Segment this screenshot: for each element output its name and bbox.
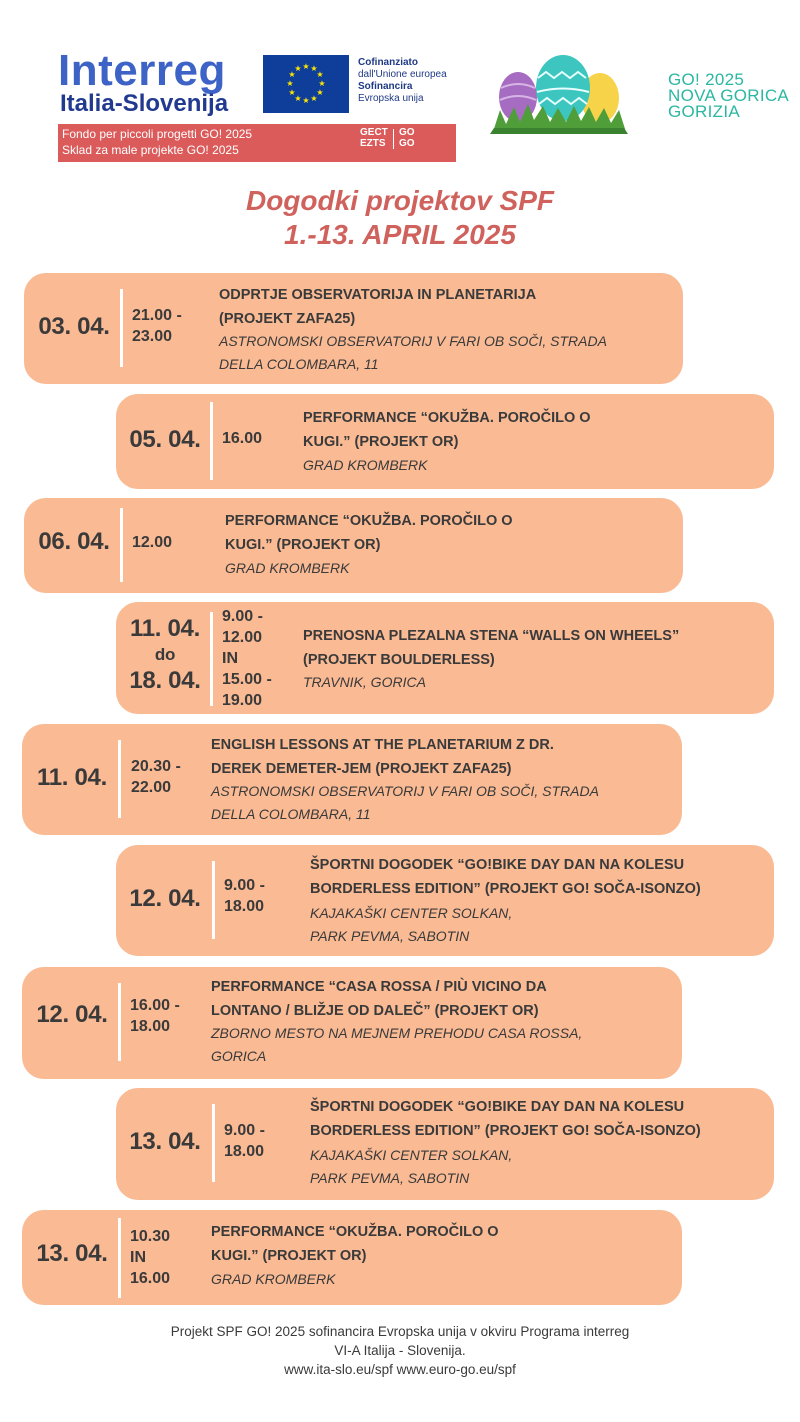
time-line: 18.00 (224, 1143, 265, 1160)
title-line: LONTANO / BLIŽJE OD DALEČ” (PROJEKT OR) (211, 1003, 539, 1019)
event-title (211, 733, 554, 781)
location-line: DELLA COLOMBARA, 11 (211, 806, 371, 822)
location-line: PARK PEVMA, SABOTIN (310, 1170, 470, 1186)
event-time (224, 875, 265, 917)
title-line: KUGI.” (PROJEKT OR) (303, 434, 459, 450)
time-line: 16.00 (130, 1270, 171, 1287)
event-date: 06. 04. (38, 528, 110, 555)
fund-text-sl: Sklad za male projekte GO! 2025 (62, 143, 239, 157)
event-date: 11. 04. (37, 764, 107, 791)
go-logo-line: GORIZIA (668, 102, 740, 121)
go-logo-line: NOVA GORICA (668, 86, 790, 105)
event-time (131, 756, 181, 798)
svg-text:★: ★ (318, 79, 326, 88)
event-location (303, 671, 426, 694)
event-card (116, 1088, 774, 1200)
time-line: 22.00 (131, 779, 172, 796)
eu-line: Evropska unija (358, 93, 424, 104)
eu-flag-icon (263, 55, 349, 113)
time-line: 9.00 - (222, 608, 263, 625)
time-line: 18.00 (130, 1018, 171, 1035)
gect-line: GECT (360, 127, 388, 138)
event-card (24, 498, 683, 593)
fund-text-it: Fondo per piccoli progetti GO! 2025 (62, 127, 253, 141)
event-location (211, 1268, 335, 1291)
time-line: 10.30 (130, 1228, 171, 1245)
event-location (219, 330, 607, 376)
svg-text:★: ★ (286, 79, 294, 88)
event-title (211, 1220, 499, 1268)
eu-line: Sofinancira (358, 81, 413, 92)
time-line: 9.00 - (224, 1122, 265, 1139)
event-divider (212, 861, 215, 939)
go-line: GO (399, 138, 415, 149)
eu-line: Cofinanziato (358, 57, 418, 68)
event-card (22, 1210, 682, 1305)
event-title (303, 624, 679, 672)
title-line: BORDERLESS EDITION” (PROJEKT GO! SOČA-ISONZO) (310, 1123, 701, 1139)
time-line: 23.00 (132, 328, 173, 345)
event-card (116, 394, 774, 489)
svg-text:★: ★ (310, 64, 318, 73)
event-title (211, 975, 547, 1023)
location-line: PARK PEVMA, SABOTIN (310, 928, 470, 944)
title-line: ODPRTJE OBSERVATORIJA IN PLANETARIJA (219, 287, 537, 303)
title-line: KUGI.” (PROJEKT OR) (211, 1248, 367, 1264)
location-line: KAJAKAŠKI CENTER SOLKAN, (310, 905, 513, 921)
time-line: 15.00 - (222, 671, 272, 688)
svg-text:★: ★ (294, 94, 302, 103)
event-date-range (120, 614, 210, 696)
event-card (24, 273, 683, 384)
title-line: ŠPORTNI DOGODEK “GO!BIKE DAY DAN NA KOLESU (310, 1099, 685, 1115)
go-line: GO (399, 127, 415, 138)
event-time (224, 1120, 265, 1162)
svg-text:★: ★ (294, 64, 302, 73)
event-title (303, 406, 591, 454)
easter-eggs-icon (488, 52, 633, 137)
event-location (310, 1144, 512, 1190)
event-date: 12. 04. (129, 885, 201, 912)
time-line: 18.00 (224, 898, 265, 915)
time-line: 16.00 - (130, 997, 180, 1014)
event-location (225, 557, 349, 580)
event-time (132, 532, 172, 553)
time-line: IN (130, 1249, 146, 1266)
go2025-logo (668, 72, 789, 120)
date-end: 18. 04. (129, 667, 201, 694)
event-date: 12. 04. (36, 1001, 108, 1028)
location-line: GRAD KROMBERK (303, 457, 428, 473)
svg-text:★: ★ (302, 96, 310, 105)
event-location (303, 454, 427, 477)
title-line: BORDERLESS EDITION” (PROJEKT GO! SOČA-ISONZO) (310, 881, 701, 897)
event-divider (210, 612, 213, 706)
title-line: DEREK DEMETER-JEM (PROJEKT ZAFA25) (211, 761, 512, 777)
event-date: 05. 04. (129, 426, 201, 453)
title-line: (PROJEKT BOULDERLESS) (303, 652, 495, 668)
date-start: 11. 04. (130, 615, 200, 642)
go-go-logo (399, 127, 415, 149)
fund-band (58, 124, 456, 162)
event-time (130, 995, 180, 1037)
page-subtitle-dates: 1.-13. APRIL 2025 (284, 219, 516, 250)
event-divider (120, 508, 123, 582)
location-line: GRAD KROMBERK (225, 560, 350, 576)
title-line: (PROJEKT ZAFA25) (219, 311, 356, 327)
event-time (130, 1226, 170, 1289)
event-card (22, 967, 682, 1079)
event-divider (210, 402, 213, 480)
svg-text:★: ★ (288, 70, 296, 79)
time-line: 9.00 - (224, 877, 265, 894)
event-location (211, 1022, 582, 1068)
gect-divider (393, 129, 394, 149)
interreg-logo-block (58, 46, 456, 162)
location-line: ASTRONOMSKI OBSERVATORIJ V FARI OB SOČI, STRADA (219, 333, 607, 349)
time-line: 21.00 - (132, 307, 182, 324)
location-line: ZBORNO MESTO NA MEJNEM PREHODU CASA ROSSA, (211, 1025, 583, 1041)
time-line: 20.30 - (131, 758, 181, 775)
event-time (132, 305, 182, 347)
title-line: PERFORMANCE “OKUŽBA. POROČILO O (211, 1224, 499, 1240)
event-divider (120, 289, 123, 367)
title-line: PERFORMANCE “OKUŽBA. POROČILO O (225, 513, 513, 529)
event-divider (118, 740, 121, 818)
event-card (22, 724, 682, 835)
event-card (116, 602, 774, 714)
gect-logo (360, 127, 388, 149)
title-line: PRENOSNA PLEZALNA STENA “WALLS ON WHEELS” (303, 628, 680, 644)
svg-text:★: ★ (316, 70, 324, 79)
title-line: PERFORMANCE “CASA ROSSA / PIÙ VICINO DA (211, 979, 547, 995)
svg-text:★: ★ (316, 88, 324, 97)
event-card (116, 845, 774, 956)
title-line: ŠPORTNI DOGODEK “GO!BIKE DAY DAN NA KOLESU (310, 857, 685, 873)
gect-line: EZTS (360, 138, 386, 149)
title-line: KUGI.” (PROJEKT OR) (225, 537, 381, 553)
region-name: Italia-Slovenija (60, 90, 229, 117)
event-location (211, 780, 599, 826)
event-location (310, 902, 512, 948)
time-line: 12.00 (222, 629, 263, 646)
footer-line: Projekt SPF GO! 2025 sofinancira Evropska unija v okviru Programa interreg (170, 1324, 630, 1339)
time-line: 16.00 (222, 430, 263, 447)
event-date: 03. 04. (38, 313, 110, 340)
time-line: 19.00 (222, 692, 263, 709)
event-title (310, 853, 701, 901)
location-line: ASTRONOMSKI OBSERVATORIJ V FARI OB SOČI, STRADA (211, 783, 599, 799)
page-title: Dogodki projektov SPF (245, 185, 555, 216)
event-time (222, 606, 272, 711)
eu-cofinance-text (358, 57, 447, 105)
event-divider (118, 983, 121, 1061)
location-line: GORICA (211, 1048, 267, 1064)
footer-line: VI-A Italija - Slovenija. (334, 1343, 466, 1358)
eu-line: dall'Unione europea (358, 69, 447, 80)
event-title (310, 1095, 701, 1143)
location-line: GRAD KROMBERK (211, 1271, 336, 1287)
location-line: DELLA COLOMBARA, 11 (219, 356, 379, 372)
location-line: KAJAKAŠKI CENTER SOLKAN, (310, 1147, 513, 1163)
time-line: IN (222, 650, 238, 667)
svg-text:★: ★ (288, 88, 296, 97)
location-line: TRAVNIK, GORICA (303, 674, 426, 690)
event-title (219, 283, 536, 331)
svg-text:★: ★ (302, 62, 310, 71)
event-divider (118, 1218, 121, 1298)
go-logo-line: GO! 2025 (668, 70, 745, 89)
title-line: PERFORMANCE “OKUŽBA. POROČILO O (303, 410, 591, 426)
footer-note (0, 1322, 800, 1379)
event-date: 13. 04. (129, 1128, 201, 1155)
event-time (222, 428, 262, 449)
event-title (225, 509, 513, 557)
footer-links: www.ita-slo.eu/spf www.euro-go.eu/spf (284, 1362, 516, 1377)
title-line: ENGLISH LESSONS AT THE PLANETARIUM Z DR. (211, 737, 554, 753)
time-line: 12.00 (132, 534, 173, 551)
event-date: 13. 04. (36, 1240, 108, 1267)
date-range-connector: do (154, 645, 176, 664)
interreg-wordmark: Interreg (58, 46, 226, 95)
svg-text:★: ★ (310, 94, 318, 103)
event-divider (212, 1104, 215, 1182)
